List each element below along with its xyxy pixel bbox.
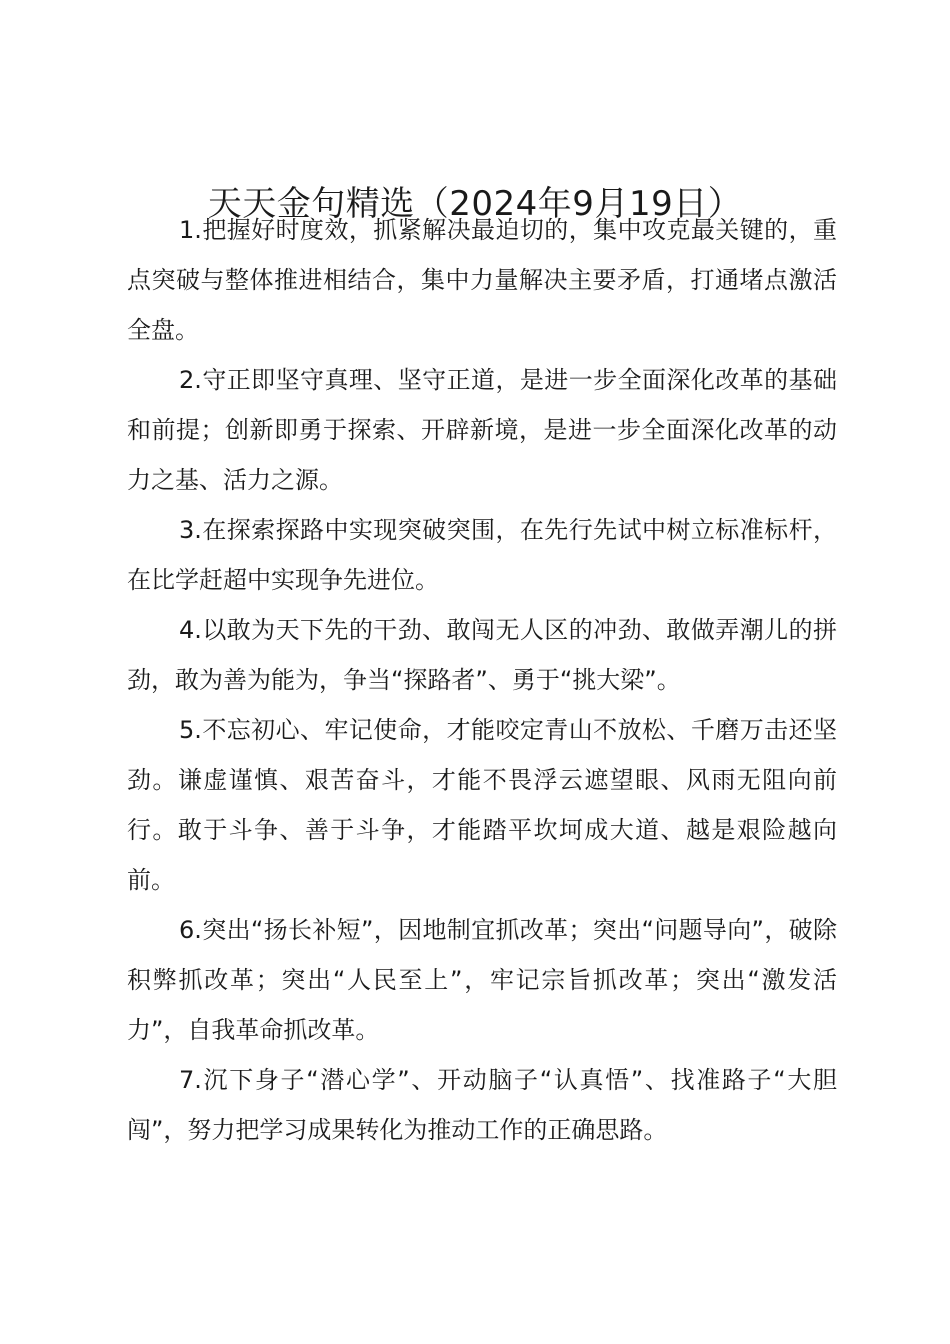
document-title: 天天金句精选（2024年9月19日）	[207, 184, 743, 224]
quote-paragraph-4: 4.以敢为天下先的干劲、敢闯无人区的冲劲、敢做弄潮儿的拼劲，敢为善为能为，争当“探路者”、勇于“挑大梁”。	[127, 616, 837, 694]
quote-paragraph-3: 3.在探索探路中实现突破突围，在先行先试中树立标准标杆，在比学赶超中实现争先进位。	[127, 516, 837, 594]
quote-paragraph-7: 7.沉下身子“潜心学”、开动脑子“认真悟”、找准路子“大胆闯”，努力把学习成果转化为推动工作的正确思路。	[127, 1066, 837, 1144]
quote-paragraph-6: 6.突出“扬长补短”，因地制宜抓改革；突出“问题导向”，破除积弊抓改革；突出“人民至上”，牢记宗旨抓改革；突出“激发活力”，自我革命抓改革。	[127, 916, 837, 1044]
quote-paragraph-5: 5.不忘初心、牢记使命，才能咬定青山不放松、千磨万击还坚劲。谦虚谨慎、艰苦奋斗，才能不畏浮云遮望眼、风雨无阻向前行。敢于斗争、善于斗争，才能踏平坎坷成大道、越是艰险越向前。	[127, 716, 837, 894]
quote-paragraph-1: 1.把握好时度效，抓紧解决最迫切的，集中攻克最关键的，重点突破与整体推进相结合，集中力量解决主要矛盾，打通堵点激活全盘。	[127, 216, 837, 344]
document-body	[127, 205, 837, 1155]
quote-paragraph-2: 2.守正即坚守真理、坚守正道，是进一步全面深化改革的基础和前提；创新即勇于探索、开辟新境，是进一步全面深化改革的动力之基、活力之源。	[127, 366, 837, 494]
